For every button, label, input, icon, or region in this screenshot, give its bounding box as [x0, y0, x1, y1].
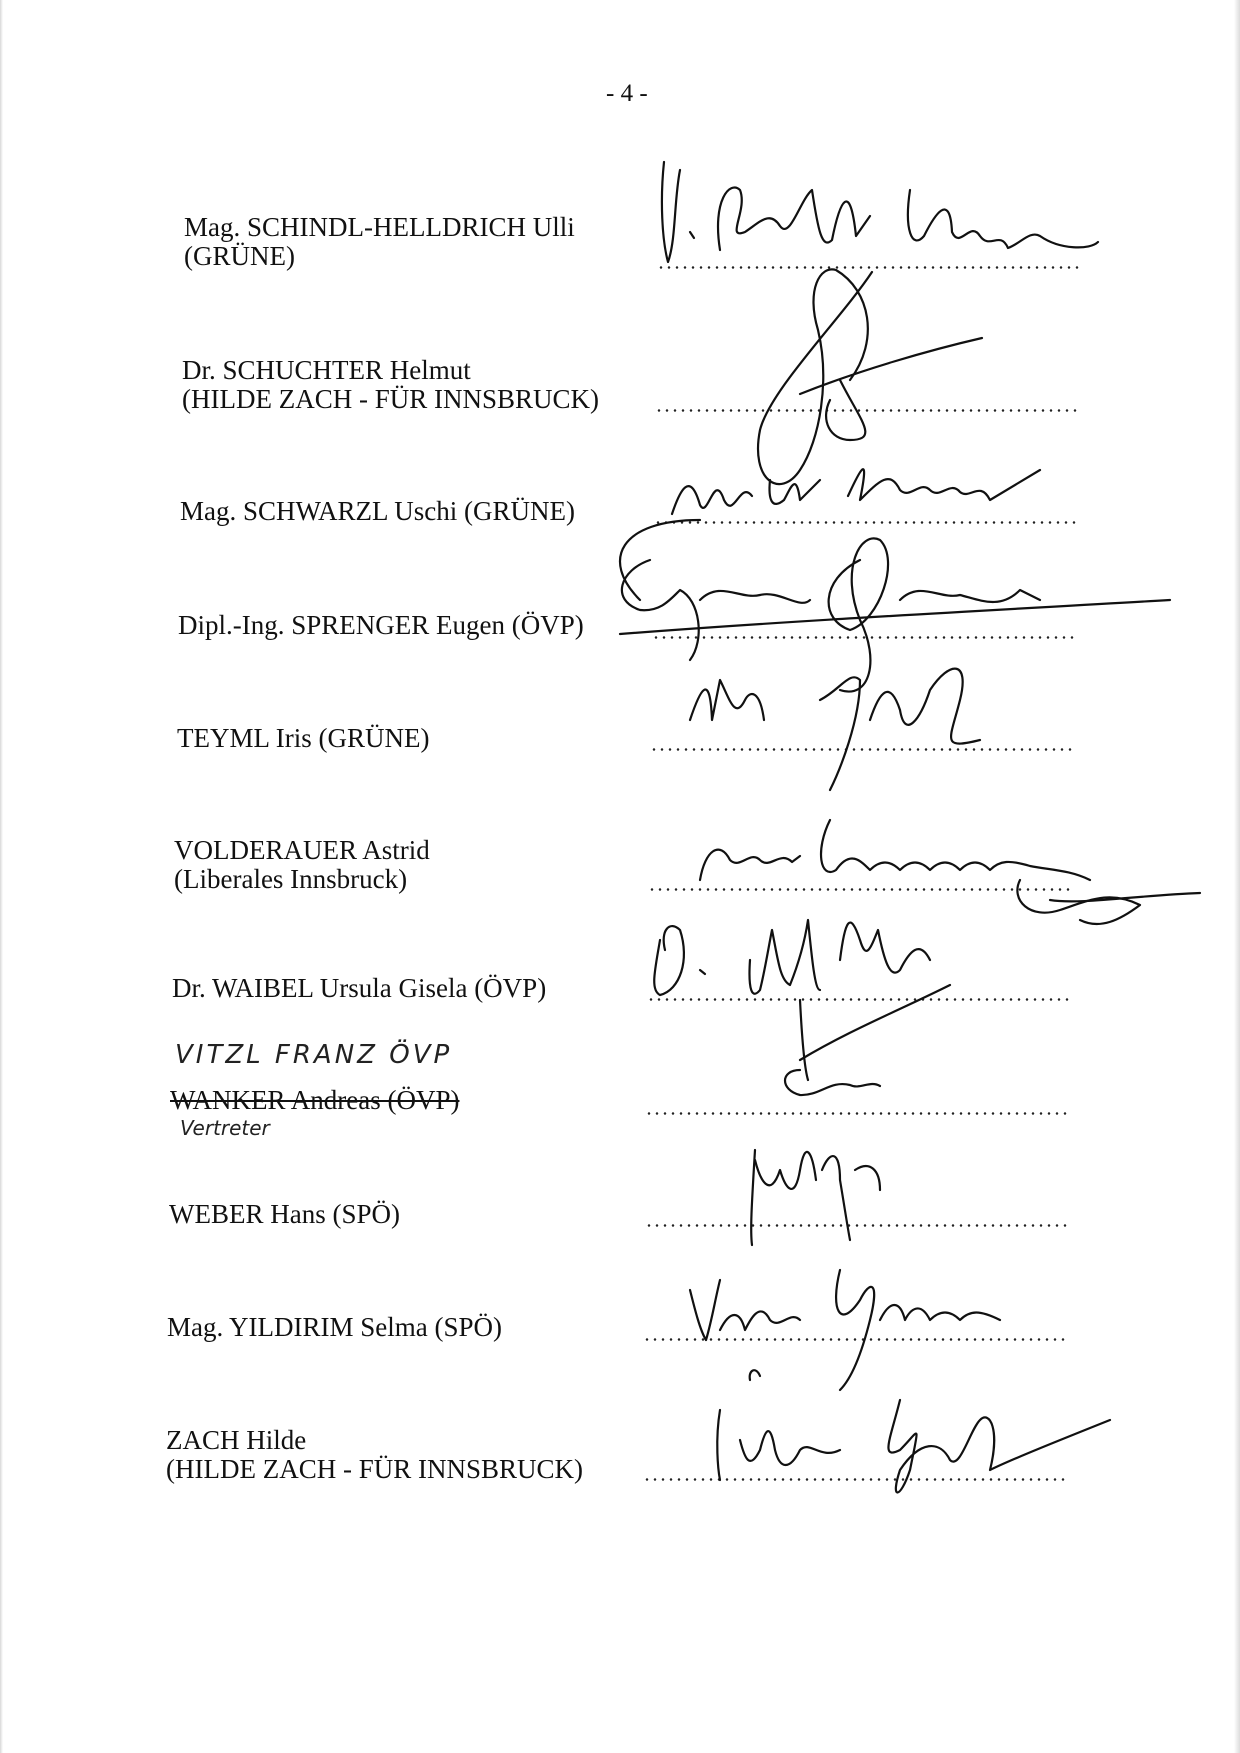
signature-line: [652, 636, 1075, 639]
signature-vitzl: [785, 985, 950, 1095]
signatory-name: ZACH Hilde: [166, 1425, 307, 1455]
signatory-wanker-struck: [170, 1086, 459, 1115]
signatory-name: Mag. SCHINDL-HELLDRICH Ulli: [184, 212, 575, 242]
signature-line: [657, 266, 1080, 269]
signatory-name: Mag. SCHWARZL Uschi (GRÜNE): [180, 496, 575, 526]
signature-line: [643, 1478, 1066, 1481]
signatory-name: Dipl.-Ing. SPRENGER Eugen (ÖVP): [178, 610, 584, 640]
signatory-name: Dr. SCHUCHTER Helmut: [182, 355, 471, 385]
signature-line: [654, 521, 1077, 524]
signatory-party: (Liberales Innsbruck): [174, 864, 408, 894]
signature-schwarzl: [620, 469, 1040, 600]
signatory-party: (HILDE ZACH - FÜR INNSBRUCK): [166, 1454, 583, 1484]
handwritten-substitute-name: VITZL FRANZ ÖVP: [175, 1040, 453, 1070]
signatory-name: Mag. YILDIRIM Selma (SPÖ): [167, 1312, 502, 1342]
signatory-name: TEYML Iris (GRÜNE): [177, 723, 430, 753]
signatory-party: (GRÜNE): [184, 241, 295, 271]
handwritten-substitute-note: Vertreter: [180, 1116, 270, 1140]
signatory-name: WEBER Hans (SPÖ): [169, 1199, 400, 1229]
signature-line: [645, 1224, 1068, 1227]
signature-line: [647, 998, 1070, 1001]
signature-volderauer: [700, 820, 1200, 924]
signature-line: [650, 748, 1073, 751]
signatory-sprenger: [178, 611, 584, 640]
signature-line: [648, 888, 1071, 891]
signatory-name: Dr. WAIBEL Ursula Gisela (ÖVP): [172, 973, 547, 1003]
signature-line: [645, 1112, 1068, 1115]
signatory-name: WANKER Andreas (ÖVP): [170, 1085, 460, 1115]
scan-edge-left: [0, 0, 3, 1753]
signature-waibel: [654, 920, 930, 995]
signature-line: [643, 1338, 1066, 1341]
signature-teyml: [690, 669, 980, 790]
signatory-name: VOLDERAUER Astrid: [174, 835, 430, 865]
signatory-schwarzl: [180, 497, 575, 526]
signature-yildirim: [690, 1270, 1000, 1390]
signature-schindl-helldrich: [662, 162, 1098, 262]
signature-line: [655, 409, 1078, 412]
signature-sprenger: [620, 538, 1170, 691]
signatory-party: (HILDE ZACH - FÜR INNSBRUCK): [182, 384, 599, 414]
signature-zach: [717, 1370, 1110, 1492]
page-number: - 4 -: [606, 80, 648, 107]
signature-schuchter: [758, 269, 982, 484]
signatory-waibel: [172, 974, 546, 1003]
signatory-volderauer: [174, 836, 430, 894]
signatory-yildirim: [167, 1313, 502, 1342]
signatory-schuchter: [182, 356, 599, 414]
scan-edge-right: [1234, 0, 1240, 1753]
signatory-weber: [169, 1200, 400, 1229]
signatory-zach: [166, 1426, 583, 1484]
signatory-teyml: [177, 724, 429, 753]
signature-weber: [751, 1150, 880, 1245]
signatory-schindl-helldrich: [184, 213, 575, 271]
